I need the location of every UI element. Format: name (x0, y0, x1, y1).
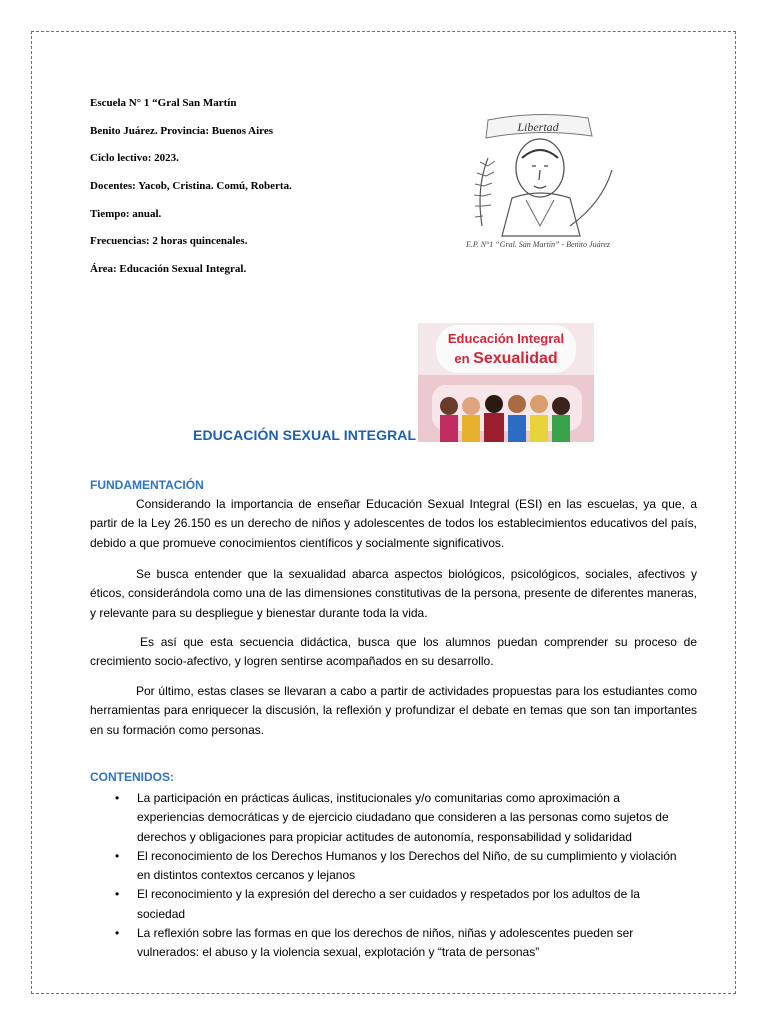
school-location: Benito Juárez. Provincia: Buenos Aires (90, 124, 274, 137)
list-item-text: La reflexión sobre las formas en que los derechos de niños, niñas y adolescentes pueden ser vulnerados: el abuso y la violencia sexual, explotación y “trata de personas” (137, 926, 634, 960)
bullet-icon: • (115, 887, 120, 902)
esi-logo (418, 323, 594, 442)
school-name: Escuela N° 1 “Gral San Martín (90, 97, 237, 109)
logo-line2-prefix: en (454, 351, 474, 366)
svg-text:en Sexualidad (454, 350, 557, 367)
contenidos-list (90, 789, 680, 963)
fundamentacion-heading: FUNDAMENTACIÓN (90, 478, 204, 492)
school-year: Ciclo lectivo: 2023. (90, 152, 179, 165)
list-item (90, 789, 680, 847)
time: Tiempo: anual. (90, 207, 162, 220)
main-title: EDUCACIÓN SEXUAL INTEGRAL (193, 427, 417, 443)
bullet-icon: • (115, 848, 120, 863)
list-item-text: El reconocimiento y la expresión del derecho a ser cuidados y respetados por los adultos de la sociedad (137, 887, 640, 921)
list-item-text: La participación en prácticas áulicas, institucionales y/o comunitarias como aproximación a experiencias democráticas y de ejercicio ciudadano que consideren a las personas como sujetos de derechos y obligaciones para propiciar actitudes de autonomía, responsabilidad y solidaridad (137, 791, 669, 844)
fundamentacion-paragraph-1: Considerando la importancia de enseñar Educación Sexual Integral (ESI) en las escuelas, ya que, a partir de la Ley 26.150 es un derecho de niños y adolescentes de todos los establecimientos educativos del país, debido a que promueve conocimientos científicos y socialmente significativos. (90, 497, 697, 550)
contenidos-heading: CONTENIDOS: (90, 770, 174, 784)
list-item-text: El reconocimiento de los Derechos Humanos y los Derechos del Niño, de su cumplimiento y violación en distintos contextos cercanos y lejanos (137, 848, 677, 883)
fundamentacion-paragraph-4: Por último, estas clases se llevaran a cabo a partir de actividades propuestas para los estudiantes como herramientas para enriquecer la discusión, la reflexión y profundizar el debate en temas que son tan importantes en su formación como personas. (90, 684, 697, 737)
seal-caption: E.P. N°1 “Gral. San Martín” - Benito Juárez (465, 240, 611, 249)
school-seal (452, 108, 624, 260)
area: Área: Educación Sexual Integral. (90, 263, 247, 276)
seal-banner-text: Libertad (517, 120, 559, 134)
bullet-icon: • (115, 926, 120, 941)
list-item (90, 924, 680, 963)
frequency: Frecuencias: 2 horas quincenales. (90, 235, 248, 248)
header-info (90, 96, 440, 290)
list-item (90, 885, 680, 924)
fundamentacion-paragraph-3: Es así que esta secuencia didáctica, busca que los alumnos puedan comprender su proceso de crecimiento socio-afectivo, y logren sentirse acompañados en su desarrollo. (90, 635, 697, 669)
bullet-icon: • (115, 791, 120, 805)
esi-logo-graphic (418, 323, 594, 442)
list-item (90, 847, 680, 886)
logo-line2-emphasis: Sexualidad (473, 350, 558, 367)
teachers: Docentes: Yacob, Cristina. Comú, Roberta. (90, 180, 292, 193)
fundamentacion-paragraph-2: Se busca entender que la sexualidad abarca aspectos biológicos, psicológicos, sociales, afectivos y éticos, considerándola como una de las dimensiones constitutivas de la persona, presente de diferentes maneras, y relevante para su despliegue y bienestar durante toda la vida. (90, 567, 697, 620)
logo-line1: Educación Integral (447, 331, 565, 346)
